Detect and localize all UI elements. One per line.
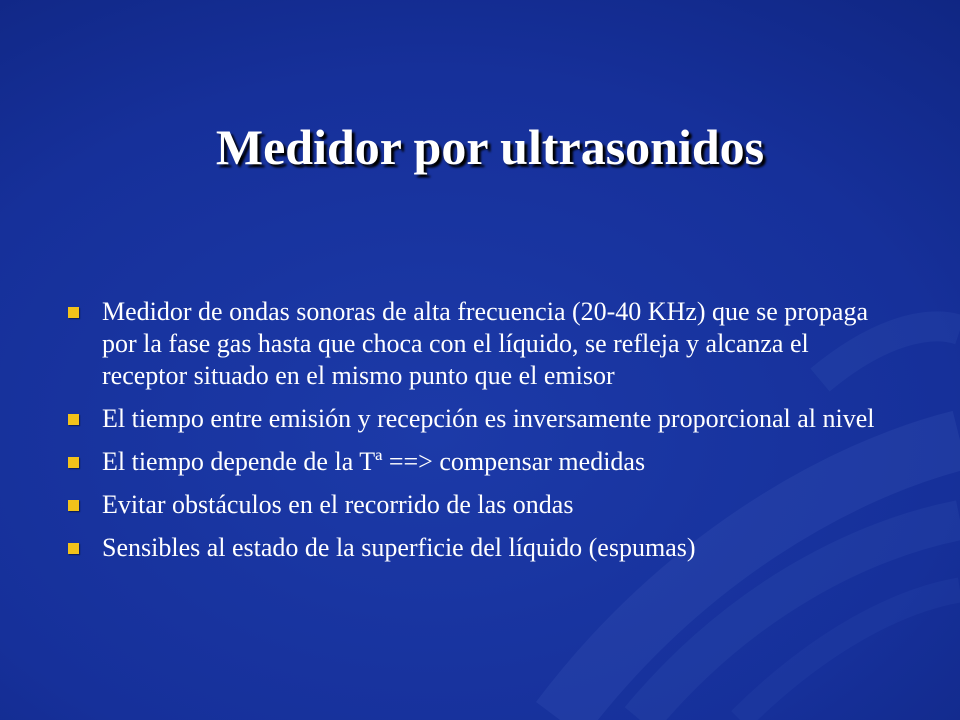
bullet-item	[66, 446, 886, 478]
square-bullet-icon	[68, 500, 79, 511]
slide-title: Medidor por ultrasonidos	[215, 119, 765, 175]
bullet-list	[66, 296, 886, 575]
square-bullet-icon	[68, 307, 79, 318]
square-bullet-icon	[68, 543, 79, 554]
bullet-item	[66, 532, 886, 564]
bullet-item	[66, 489, 886, 521]
bullet-text: Medidor de ondas sonoras de alta frecuencia (20-40 KHz) que se propaga por la fase gas hasta que choca con el líquido, se refleja y alcanza el receptor situado en el mismo punto que el emisor	[102, 297, 868, 390]
bullet-item	[66, 403, 886, 435]
bullet-item	[66, 296, 886, 392]
bullet-text: Evitar obstáculos en el recorrido de las ondas	[102, 490, 574, 519]
bullet-text: El tiempo entre emisión y recepción es inversamente proporcional al nivel	[102, 404, 875, 433]
bullet-text: Sensibles al estado de la superficie del líquido (espumas)	[102, 533, 696, 562]
square-bullet-icon	[68, 414, 79, 425]
bullet-text: El tiempo depende de la Tª ==> compensar medidas	[102, 447, 646, 476]
square-bullet-icon	[68, 457, 79, 468]
